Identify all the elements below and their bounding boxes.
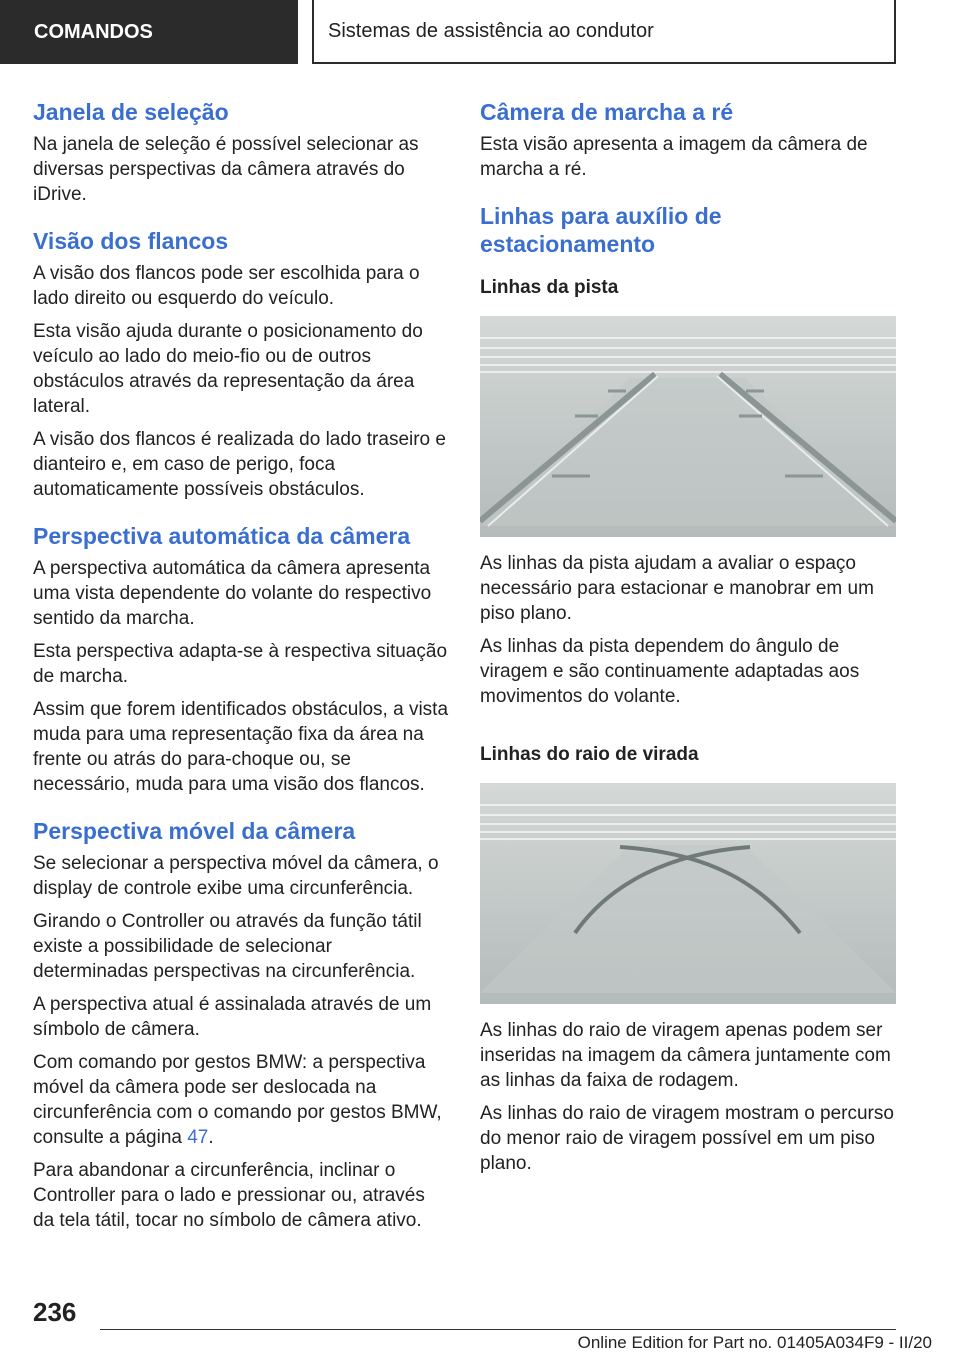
footer-divider [100, 1329, 896, 1330]
paragraph-text-end: . [208, 1127, 214, 1148]
paragraph: Esta visão ajuda durante o posicionamento do veículo ao lado do meio-fio ou de outros obstáculos através da representação da área lateral. [33, 321, 423, 417]
paragraph: A visão dos flancos é realizada do lado traseiro e dianteiro e, em caso de perigo, foca automaticamente possíveis obstáculos. [33, 429, 446, 500]
paragraph: Girando o Controller ou através da função tátil existe a possibilidade de selecionar determinadas perspectivas na circunferência. [33, 911, 422, 982]
paragraph: A perspectiva automática da câmera apresenta uma vista dependente do volante do respectivo sentido da marcha. [33, 558, 432, 629]
paragraph-text: Com comando por gestos BMW: a perspectiva móvel da câmera pode ser deslocada na circunferência com o comando por gestos BMW, consulte a página [33, 1052, 442, 1148]
header-section-label: COMANDOS [34, 20, 153, 43]
right-column [480, 98, 896, 1184]
section-auto-perspective [33, 522, 449, 797]
heading-selection-window: Janela de seleção [33, 99, 229, 125]
header-title-label: Sistemas de assistência ao condutor [328, 19, 654, 42]
paragraph: Esta visão apresenta a imagem da câmera de marcha a ré. [480, 134, 868, 180]
heading-auto-perspective: Perspectiva automática da câmera [33, 523, 411, 549]
section-selection-window [33, 98, 449, 207]
paragraph: As linhas da pista dependem do ângulo de viragem e são continuamente adaptadas aos movimentos do volante. [480, 636, 860, 707]
paragraph: Para abandonar a circunferência, inclinar o Controller para o lado e pressionar ou, através da tela tátil, tocar no símbolo de câmera ativo. [33, 1160, 425, 1231]
page-number: 236 [33, 1297, 77, 1327]
footer-edition: Online Edition for Part no. 01405A034F9 - II/20 [577, 1333, 932, 1352]
paragraph: As linhas do raio de viragem mostram o percurso do menor raio de viragem possível em um piso plano. [480, 1103, 894, 1174]
section-parking-lines [480, 202, 896, 1176]
paragraph: A visão dos flancos pode ser escolhida para o lado direito ou esquerdo do veículo. [33, 263, 420, 309]
heading-side-view: Visão dos flancos [33, 228, 229, 254]
paragraph: Na janela de seleção é possível selecionar as diversas perspectivas da câmera através do iDrive. [33, 134, 419, 205]
page-reference-link[interactable]: 47 [187, 1127, 209, 1148]
subheading-turning-radius-lines: Linhas do raio de virada [480, 744, 699, 765]
header-chapter-title [312, 0, 896, 64]
paragraph: Se selecionar a perspectiva móvel da câmera, o display de controle exibe uma circunferência. [33, 853, 439, 899]
heading-mobile-perspective: Perspectiva móvel da câmera [33, 818, 356, 844]
turning-radius-illustration [480, 783, 896, 1004]
track-lines-illustration [480, 316, 896, 537]
subheading-track-lines: Linhas da pista [480, 277, 619, 298]
paragraph: Assim que forem identificados obstáculos, a vista muda para uma representação fixa da área na frente ou atrás do para-choque ou, se necessário, muda para uma visão dos flancos. [33, 699, 449, 795]
section-side-view [33, 227, 449, 502]
paragraph: A perspectiva atual é assinalada através de um símbolo de câmera. [33, 994, 432, 1040]
header-section-tab [0, 0, 298, 64]
section-mobile-perspective [33, 817, 449, 1233]
paragraph [33, 1050, 449, 1150]
section-rear-camera [480, 98, 896, 182]
paragraph: Esta perspectiva adapta-se à respectiva situação de marcha. [33, 641, 448, 687]
paragraph: As linhas da pista ajudam a avaliar o espaço necessário para estacionar e manobrar em um piso plano. [480, 553, 874, 624]
heading-parking-lines: Linhas para auxílio de estacionamento [480, 203, 722, 257]
paragraph: As linhas do raio de viragem apenas podem ser inseridas na imagem da câmera juntamente com as linhas da faixa de rodagem. [480, 1020, 891, 1091]
left-column [33, 98, 449, 1253]
heading-rear-camera: Câmera de marcha a ré [480, 99, 734, 125]
